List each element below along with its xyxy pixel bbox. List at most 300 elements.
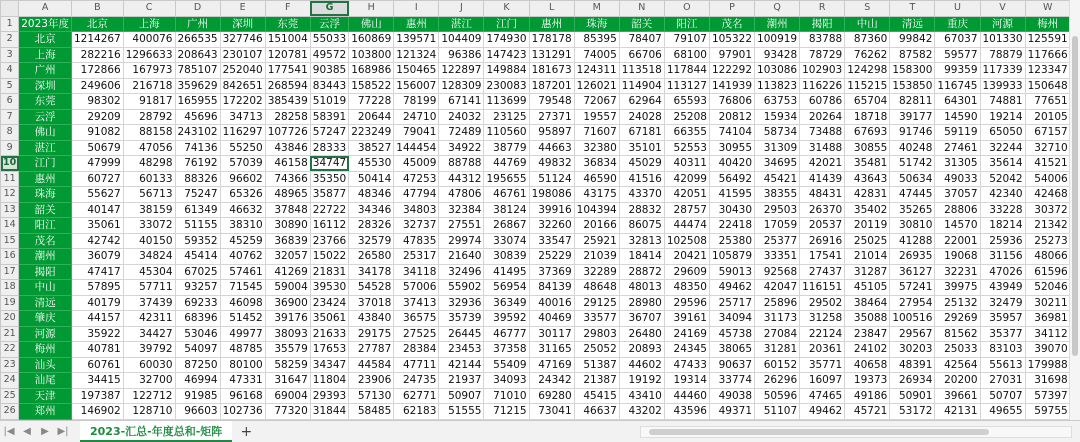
data-cell[interactable]: 38527 bbox=[349, 140, 394, 156]
data-cell[interactable]: 208643 bbox=[175, 47, 220, 63]
data-cell[interactable]: 34922 bbox=[439, 140, 484, 156]
data-cell[interactable]: 29609 bbox=[664, 264, 709, 280]
data-cell[interactable]: 77651 bbox=[1025, 94, 1070, 110]
data-cell[interactable]: 50901 bbox=[890, 388, 935, 404]
data-cell[interactable]: 25921 bbox=[574, 233, 619, 249]
column-header[interactable]: R bbox=[800, 1, 845, 17]
data-cell[interactable]: 46158 bbox=[265, 156, 310, 172]
data-cell[interactable]: 49186 bbox=[845, 388, 890, 404]
data-cell[interactable]: 51155 bbox=[175, 218, 220, 234]
row-number[interactable]: 9 bbox=[1, 140, 19, 156]
data-cell[interactable]: 20812 bbox=[709, 109, 754, 125]
data-cell[interactable]: 57461 bbox=[220, 264, 265, 280]
data-cell[interactable]: 51452 bbox=[220, 311, 265, 327]
data-cell[interactable]: 32737 bbox=[394, 218, 439, 234]
data-cell[interactable]: 36834 bbox=[574, 156, 619, 172]
data-cell[interactable]: 65593 bbox=[664, 94, 709, 110]
data-cell[interactable]: 50707 bbox=[980, 388, 1025, 404]
data-cell[interactable]: 68396 bbox=[175, 311, 220, 327]
data-cell[interactable]: 19557 bbox=[574, 109, 619, 125]
data-cell[interactable]: 45304 bbox=[123, 264, 175, 280]
city-header-cell[interactable]: 河源 bbox=[980, 16, 1025, 32]
data-cell[interactable]: 78199 bbox=[394, 94, 439, 110]
data-cell[interactable]: 67693 bbox=[845, 125, 890, 141]
data-cell[interactable]: 32057 bbox=[265, 249, 310, 265]
data-cell[interactable]: 69233 bbox=[175, 295, 220, 311]
row-number[interactable]: 7 bbox=[1, 109, 19, 125]
data-cell[interactable]: 45738 bbox=[709, 326, 754, 342]
data-cell[interactable]: 28806 bbox=[935, 202, 980, 218]
column-header[interactable]: W bbox=[1025, 1, 1070, 17]
data-cell[interactable]: 400076 bbox=[123, 32, 175, 48]
data-cell[interactable]: 80100 bbox=[220, 357, 265, 373]
data-cell[interactable]: 57241 bbox=[890, 280, 935, 296]
column-header[interactable]: L bbox=[529, 1, 574, 17]
data-cell[interactable]: 78729 bbox=[800, 47, 845, 63]
data-cell[interactable]: 31698 bbox=[1025, 373, 1070, 389]
data-cell[interactable]: 126021 bbox=[574, 78, 619, 94]
data-cell[interactable]: 29596 bbox=[664, 295, 709, 311]
data-cell[interactable]: 90385 bbox=[310, 63, 348, 79]
data-cell[interactable]: 28980 bbox=[619, 295, 664, 311]
city-header-cell[interactable]: 中山 bbox=[845, 16, 890, 32]
data-cell[interactable]: 34178 bbox=[349, 264, 394, 280]
data-cell[interactable]: 39530 bbox=[310, 280, 348, 296]
data-cell[interactable]: 72489 bbox=[439, 125, 484, 141]
data-cell[interactable]: 22722 bbox=[310, 202, 348, 218]
data-cell[interactable]: 58259 bbox=[265, 357, 310, 373]
data-cell[interactable]: 252040 bbox=[220, 63, 265, 79]
data-cell[interactable]: 32260 bbox=[529, 218, 574, 234]
data-cell[interactable]: 57039 bbox=[220, 156, 265, 172]
row-city-label[interactable]: 清远 bbox=[19, 295, 72, 311]
row-city-label[interactable]: 潮州 bbox=[19, 249, 72, 265]
data-cell[interactable]: 104409 bbox=[439, 32, 484, 48]
data-cell[interactable]: 67181 bbox=[619, 125, 664, 141]
data-cell[interactable]: 20119 bbox=[845, 218, 890, 234]
data-cell[interactable]: 34347 bbox=[310, 357, 348, 373]
data-cell[interactable]: 158522 bbox=[349, 78, 394, 94]
data-cell[interactable]: 43846 bbox=[265, 140, 310, 156]
data-cell[interactable]: 22418 bbox=[709, 218, 754, 234]
data-cell[interactable]: 181673 bbox=[529, 63, 574, 79]
data-cell[interactable]: 99842 bbox=[890, 32, 935, 48]
data-cell[interactable]: 27371 bbox=[529, 109, 574, 125]
data-cell[interactable]: 93257 bbox=[175, 280, 220, 296]
data-cell[interactable]: 61349 bbox=[175, 202, 220, 218]
data-cell[interactable]: 117844 bbox=[664, 63, 709, 79]
data-cell[interactable]: 41521 bbox=[1025, 156, 1070, 172]
data-cell[interactable]: 87582 bbox=[890, 47, 935, 63]
data-cell[interactable]: 71545 bbox=[220, 280, 265, 296]
data-cell[interactable]: 30117 bbox=[529, 326, 574, 342]
column-header[interactable]: S bbox=[845, 1, 890, 17]
row-city-label[interactable]: 汕头 bbox=[19, 357, 72, 373]
data-cell[interactable]: 39070 bbox=[1025, 342, 1070, 358]
data-cell[interactable]: 47445 bbox=[890, 187, 935, 203]
row-number[interactable]: 5 bbox=[1, 78, 19, 94]
data-cell[interactable]: 359629 bbox=[175, 78, 220, 94]
data-cell[interactable]: 172866 bbox=[71, 63, 123, 79]
data-cell[interactable]: 77320 bbox=[265, 404, 310, 420]
data-cell[interactable]: 150648 bbox=[1025, 78, 1070, 94]
data-cell[interactable]: 74366 bbox=[265, 171, 310, 187]
data-cell[interactable]: 20893 bbox=[619, 342, 664, 358]
data-cell[interactable]: 57130 bbox=[349, 388, 394, 404]
data-cell[interactable]: 35061 bbox=[310, 311, 348, 327]
data-cell[interactable]: 42144 bbox=[439, 357, 484, 373]
data-cell[interactable]: 141939 bbox=[709, 78, 754, 94]
data-cell[interactable]: 113127 bbox=[664, 78, 709, 94]
data-cell[interactable]: 187201 bbox=[529, 78, 574, 94]
data-cell[interactable]: 144454 bbox=[394, 140, 439, 156]
data-cell[interactable]: 20421 bbox=[664, 249, 709, 265]
data-cell[interactable]: 55613 bbox=[980, 357, 1025, 373]
data-cell[interactable]: 40248 bbox=[890, 140, 935, 156]
data-cell[interactable]: 41439 bbox=[800, 171, 845, 187]
data-cell[interactable]: 100516 bbox=[890, 311, 935, 327]
data-cell[interactable]: 72067 bbox=[574, 94, 619, 110]
data-cell[interactable]: 47417 bbox=[71, 264, 123, 280]
data-cell[interactable]: 47026 bbox=[980, 264, 1025, 280]
data-cell[interactable]: 55250 bbox=[220, 140, 265, 156]
data-cell[interactable]: 33351 bbox=[755, 249, 800, 265]
data-cell[interactable]: 26867 bbox=[484, 218, 529, 234]
data-cell[interactable]: 30430 bbox=[709, 202, 754, 218]
data-cell[interactable]: 91082 bbox=[71, 125, 123, 141]
data-cell[interactable]: 131291 bbox=[529, 47, 574, 63]
data-cell[interactable]: 69280 bbox=[529, 388, 574, 404]
data-cell[interactable]: 54097 bbox=[175, 342, 220, 358]
data-cell[interactable]: 116745 bbox=[935, 78, 980, 94]
data-cell[interactable]: 22124 bbox=[800, 326, 845, 342]
data-cell[interactable]: 48648 bbox=[574, 280, 619, 296]
data-cell[interactable]: 42131 bbox=[935, 404, 980, 420]
data-cell[interactable]: 122292 bbox=[709, 63, 754, 79]
data-cell[interactable]: 59013 bbox=[709, 264, 754, 280]
data-cell[interactable]: 87360 bbox=[845, 32, 890, 48]
data-cell[interactable]: 282216 bbox=[71, 47, 123, 63]
row-number[interactable]: 3 bbox=[1, 47, 19, 63]
data-cell[interactable]: 29974 bbox=[439, 233, 484, 249]
data-cell[interactable]: 43202 bbox=[619, 404, 664, 420]
data-cell[interactable]: 178178 bbox=[529, 32, 574, 48]
data-cell[interactable]: 31258 bbox=[800, 311, 845, 327]
column-header[interactable]: B bbox=[71, 1, 123, 17]
data-cell[interactable]: 44474 bbox=[664, 218, 709, 234]
data-cell[interactable]: 51555 bbox=[439, 404, 484, 420]
data-cell[interactable]: 24169 bbox=[664, 326, 709, 342]
data-cell[interactable]: 48785 bbox=[220, 342, 265, 358]
data-cell[interactable]: 51742 bbox=[890, 156, 935, 172]
data-cell[interactable]: 195655 bbox=[484, 171, 529, 187]
data-cell[interactable]: 41516 bbox=[619, 171, 664, 187]
data-cell[interactable]: 46994 bbox=[175, 373, 220, 389]
data-cell[interactable]: 48013 bbox=[619, 280, 664, 296]
data-cell[interactable]: 31488 bbox=[800, 140, 845, 156]
data-cell[interactable]: 24735 bbox=[394, 373, 439, 389]
data-cell[interactable]: 40150 bbox=[123, 233, 175, 249]
row-city-label[interactable]: 梅州 bbox=[19, 342, 72, 358]
data-cell[interactable]: 20644 bbox=[349, 109, 394, 125]
data-cell[interactable]: 67157 bbox=[1025, 125, 1070, 141]
data-cell[interactable]: 19214 bbox=[980, 109, 1025, 125]
data-cell[interactable]: 117339 bbox=[980, 63, 1025, 79]
data-cell[interactable]: 35922 bbox=[71, 326, 123, 342]
row-city-label[interactable]: 东莞 bbox=[19, 94, 72, 110]
data-cell[interactable]: 33547 bbox=[529, 233, 574, 249]
row-number[interactable]: 2 bbox=[1, 32, 19, 48]
data-cell[interactable]: 44769 bbox=[484, 156, 529, 172]
row-number[interactable]: 18 bbox=[1, 280, 19, 296]
data-cell[interactable]: 46761 bbox=[484, 187, 529, 203]
data-cell[interactable]: 31287 bbox=[845, 264, 890, 280]
data-cell[interactable]: 42742 bbox=[71, 233, 123, 249]
data-cell[interactable]: 45009 bbox=[394, 156, 439, 172]
data-cell[interactable]: 31305 bbox=[935, 156, 980, 172]
data-cell[interactable]: 31165 bbox=[529, 342, 574, 358]
data-cell[interactable]: 44584 bbox=[349, 357, 394, 373]
select-all-corner[interactable] bbox=[1, 1, 19, 17]
row-city-label[interactable]: 北京 bbox=[19, 32, 72, 48]
data-cell[interactable]: 47711 bbox=[394, 357, 439, 373]
data-cell[interactable]: 28333 bbox=[310, 140, 348, 156]
data-cell[interactable]: 76262 bbox=[845, 47, 890, 63]
data-cell[interactable]: 43949 bbox=[980, 280, 1025, 296]
data-cell[interactable]: 35088 bbox=[845, 311, 890, 327]
data-cell[interactable]: 116151 bbox=[800, 280, 845, 296]
data-cell[interactable]: 96168 bbox=[220, 388, 265, 404]
data-cell[interactable]: 35265 bbox=[890, 202, 935, 218]
data-cell[interactable]: 101330 bbox=[980, 32, 1025, 48]
data-cell[interactable]: 45029 bbox=[619, 156, 664, 172]
data-cell[interactable]: 26916 bbox=[800, 233, 845, 249]
data-cell[interactable]: 82811 bbox=[890, 94, 935, 110]
data-cell[interactable]: 88788 bbox=[439, 156, 484, 172]
data-cell[interactable]: 22001 bbox=[935, 233, 980, 249]
data-cell[interactable]: 21342 bbox=[1025, 218, 1070, 234]
data-cell[interactable]: 56713 bbox=[123, 187, 175, 203]
data-cell[interactable]: 116226 bbox=[800, 78, 845, 94]
data-cell[interactable]: 49371 bbox=[709, 404, 754, 420]
data-cell[interactable]: 32710 bbox=[1025, 140, 1070, 156]
data-cell[interactable]: 34713 bbox=[220, 109, 265, 125]
row-city-label[interactable]: 广州 bbox=[19, 63, 72, 79]
city-header-cell[interactable]: 珠海 bbox=[574, 16, 619, 32]
city-header-cell[interactable]: 清远 bbox=[890, 16, 935, 32]
data-cell[interactable]: 42564 bbox=[935, 357, 980, 373]
data-cell[interactable]: 230107 bbox=[220, 47, 265, 63]
row-city-label[interactable]: 惠州 bbox=[19, 171, 72, 187]
column-header[interactable]: I bbox=[394, 1, 439, 17]
data-cell[interactable]: 11804 bbox=[310, 373, 348, 389]
data-cell[interactable]: 36079 bbox=[71, 249, 123, 265]
data-cell[interactable]: 38124 bbox=[484, 202, 529, 218]
data-cell[interactable]: 35402 bbox=[845, 202, 890, 218]
data-cell[interactable]: 75247 bbox=[175, 187, 220, 203]
data-cell[interactable]: 45414 bbox=[175, 249, 220, 265]
data-cell[interactable]: 19192 bbox=[619, 373, 664, 389]
data-cell[interactable]: 60133 bbox=[123, 171, 175, 187]
data-cell[interactable]: 87250 bbox=[175, 357, 220, 373]
data-cell[interactable]: 327746 bbox=[220, 32, 265, 48]
horizontal-scrollbar[interactable] bbox=[640, 426, 1072, 438]
row-city-label[interactable]: 中山 bbox=[19, 280, 72, 296]
data-cell[interactable]: 26296 bbox=[755, 373, 800, 389]
data-cell[interactable]: 15934 bbox=[755, 109, 800, 125]
data-cell[interactable]: 20264 bbox=[800, 109, 845, 125]
data-cell[interactable]: 26445 bbox=[439, 326, 484, 342]
data-cell[interactable]: 26580 bbox=[349, 249, 394, 265]
city-header-cell[interactable]: 韶关 bbox=[619, 16, 664, 32]
data-cell[interactable]: 48066 bbox=[1025, 249, 1070, 265]
data-cell[interactable]: 102736 bbox=[220, 404, 265, 420]
data-cell[interactable]: 49462 bbox=[709, 280, 754, 296]
data-cell[interactable]: 31173 bbox=[755, 311, 800, 327]
column-header[interactable]: F bbox=[265, 1, 310, 17]
data-cell[interactable]: 28326 bbox=[349, 218, 394, 234]
data-cell[interactable]: 24102 bbox=[845, 342, 890, 358]
row-city-label[interactable]: 天津 bbox=[19, 388, 72, 404]
data-cell[interactable]: 47465 bbox=[800, 388, 845, 404]
data-cell[interactable]: 60152 bbox=[755, 357, 800, 373]
data-cell[interactable]: 50907 bbox=[439, 388, 484, 404]
data-cell[interactable]: 74136 bbox=[175, 140, 220, 156]
city-header-cell[interactable]: 北京 bbox=[71, 16, 123, 32]
data-cell[interactable]: 95897 bbox=[529, 125, 574, 141]
data-cell[interactable]: 60030 bbox=[123, 357, 175, 373]
data-cell[interactable]: 73041 bbox=[529, 404, 574, 420]
data-cell[interactable]: 83788 bbox=[800, 32, 845, 48]
data-cell[interactable]: 48346 bbox=[349, 187, 394, 203]
city-header-cell[interactable]: 江门 bbox=[484, 16, 529, 32]
data-cell[interactable]: 177541 bbox=[265, 63, 310, 79]
horizontal-scroll-thumb[interactable] bbox=[649, 429, 989, 435]
data-cell[interactable]: 97901 bbox=[709, 47, 754, 63]
data-cell[interactable]: 149884 bbox=[484, 63, 529, 79]
data-cell[interactable]: 29269 bbox=[935, 311, 980, 327]
data-cell[interactable]: 121324 bbox=[394, 47, 439, 63]
data-cell[interactable]: 41595 bbox=[709, 187, 754, 203]
data-cell[interactable]: 25896 bbox=[755, 295, 800, 311]
data-cell[interactable]: 48350 bbox=[664, 280, 709, 296]
data-cell[interactable]: 51107 bbox=[755, 404, 800, 420]
row-city-label[interactable]: 云浮 bbox=[19, 109, 72, 125]
data-cell[interactable]: 165955 bbox=[175, 94, 220, 110]
data-cell[interactable]: 23424 bbox=[310, 295, 348, 311]
data-cell[interactable]: 104394 bbox=[574, 202, 619, 218]
data-cell[interactable]: 66706 bbox=[619, 47, 664, 63]
data-cell[interactable]: 52042 bbox=[980, 171, 1025, 187]
data-cell[interactable]: 147423 bbox=[484, 47, 529, 63]
data-cell[interactable]: 88158 bbox=[123, 125, 175, 141]
data-cell[interactable]: 20166 bbox=[574, 218, 619, 234]
row-city-label[interactable]: 揭阳 bbox=[19, 264, 72, 280]
data-cell[interactable]: 53046 bbox=[175, 326, 220, 342]
data-cell[interactable]: 44460 bbox=[664, 388, 709, 404]
data-cell[interactable]: 29393 bbox=[310, 388, 348, 404]
column-header[interactable]: G bbox=[310, 1, 348, 17]
row-city-label[interactable]: 河源 bbox=[19, 326, 72, 342]
data-cell[interactable]: 33774 bbox=[709, 373, 754, 389]
data-cell[interactable]: 197387 bbox=[71, 388, 123, 404]
data-cell[interactable]: 30855 bbox=[845, 140, 890, 156]
data-cell[interactable]: 83443 bbox=[310, 78, 348, 94]
data-cell[interactable]: 79041 bbox=[394, 125, 439, 141]
row-number[interactable]: 19 bbox=[1, 295, 19, 311]
data-cell[interactable]: 31281 bbox=[755, 342, 800, 358]
row-city-label[interactable]: 韶关 bbox=[19, 202, 72, 218]
data-cell[interactable]: 30839 bbox=[484, 249, 529, 265]
data-cell[interactable]: 44157 bbox=[71, 311, 123, 327]
data-cell[interactable]: 45415 bbox=[574, 388, 619, 404]
data-cell[interactable]: 31309 bbox=[755, 140, 800, 156]
data-cell[interactable]: 28757 bbox=[664, 202, 709, 218]
data-cell[interactable]: 30810 bbox=[890, 218, 935, 234]
data-cell[interactable]: 103800 bbox=[349, 47, 394, 63]
data-cell[interactable]: 74881 bbox=[980, 94, 1025, 110]
data-cell[interactable]: 156007 bbox=[394, 78, 439, 94]
data-cell[interactable]: 79548 bbox=[529, 94, 574, 110]
row-city-label[interactable]: 肇庆 bbox=[19, 311, 72, 327]
data-cell[interactable]: 56492 bbox=[709, 171, 754, 187]
data-cell[interactable]: 57247 bbox=[310, 125, 348, 141]
data-cell[interactable]: 42021 bbox=[800, 156, 845, 172]
data-cell[interactable]: 21387 bbox=[574, 373, 619, 389]
data-cell[interactable]: 39975 bbox=[935, 280, 980, 296]
row-number[interactable]: 20 bbox=[1, 311, 19, 327]
data-cell[interactable]: 96602 bbox=[220, 171, 265, 187]
data-cell[interactable]: 45105 bbox=[845, 280, 890, 296]
data-cell[interactable]: 23906 bbox=[349, 373, 394, 389]
data-cell[interactable]: 47835 bbox=[394, 233, 439, 249]
data-cell[interactable]: 34118 bbox=[394, 264, 439, 280]
data-cell[interactable]: 42831 bbox=[845, 187, 890, 203]
data-cell[interactable]: 40016 bbox=[529, 295, 574, 311]
data-cell[interactable]: 65326 bbox=[220, 187, 265, 203]
data-cell[interactable]: 34093 bbox=[484, 373, 529, 389]
data-cell[interactable]: 124298 bbox=[845, 63, 890, 79]
data-cell[interactable]: 51124 bbox=[529, 171, 574, 187]
data-cell[interactable]: 39916 bbox=[529, 202, 574, 218]
data-cell[interactable]: 32700 bbox=[123, 373, 175, 389]
data-cell[interactable]: 21014 bbox=[845, 249, 890, 265]
data-cell[interactable]: 23847 bbox=[845, 326, 890, 342]
data-cell[interactable]: 1296633 bbox=[123, 47, 175, 63]
row-number[interactable]: 1 bbox=[1, 16, 19, 32]
data-cell[interactable]: 50414 bbox=[349, 171, 394, 187]
data-cell[interactable]: 93428 bbox=[755, 47, 800, 63]
data-cell[interactable]: 32244 bbox=[980, 140, 1025, 156]
data-cell[interactable]: 32380 bbox=[574, 140, 619, 156]
first-sheet-icon[interactable]: |◀ bbox=[0, 421, 18, 442]
data-cell[interactable]: 174930 bbox=[484, 32, 529, 48]
data-cell[interactable]: 17541 bbox=[800, 249, 845, 265]
data-cell[interactable]: 36981 bbox=[1025, 311, 1070, 327]
data-cell[interactable]: 27084 bbox=[755, 326, 800, 342]
data-cell[interactable]: 44663 bbox=[529, 140, 574, 156]
data-cell[interactable]: 49033 bbox=[935, 171, 980, 187]
column-header[interactable]: P bbox=[709, 1, 754, 17]
data-cell[interactable]: 47794 bbox=[394, 187, 439, 203]
data-cell[interactable]: 18414 bbox=[619, 249, 664, 265]
data-cell[interactable]: 46777 bbox=[484, 326, 529, 342]
data-cell[interactable]: 53172 bbox=[890, 404, 935, 420]
data-cell[interactable]: 50596 bbox=[755, 388, 800, 404]
row-number[interactable]: 8 bbox=[1, 125, 19, 141]
data-cell[interactable]: 62964 bbox=[619, 94, 664, 110]
data-cell[interactable]: 38093 bbox=[265, 326, 310, 342]
